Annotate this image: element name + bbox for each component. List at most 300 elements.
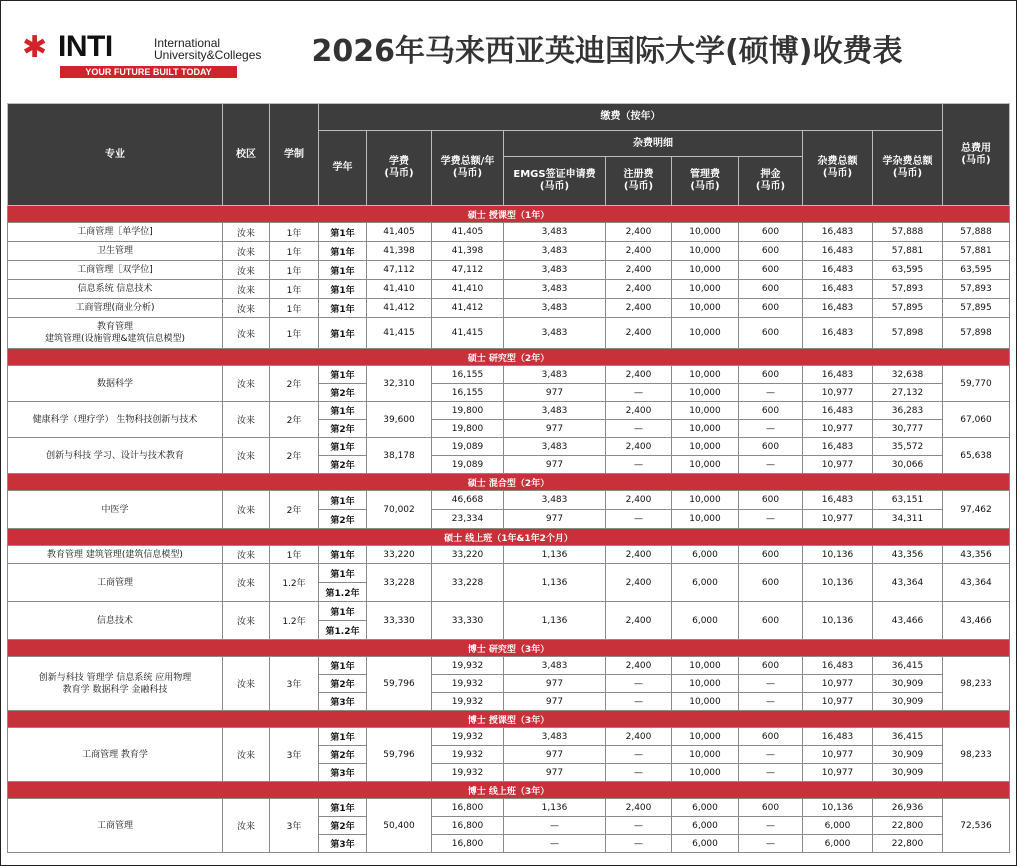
logo-subtitle: International University&Colleges xyxy=(154,36,262,62)
campus-cell: 汝来 xyxy=(223,799,270,853)
misc-total-cell: 16,483 xyxy=(803,728,873,746)
deposit-cell: 600 xyxy=(739,242,803,261)
grand-total-cell: 43,364 xyxy=(943,564,1010,602)
header-management: 管理费 (马币) xyxy=(672,157,739,206)
grand-total-cell: 57,893 xyxy=(943,280,1010,299)
tuition-cell: 33,228 xyxy=(367,564,432,602)
duration-cell: 1年 xyxy=(270,299,319,318)
management-cell: 10,000 xyxy=(672,366,739,384)
deposit-cell: — xyxy=(739,510,803,529)
misc-total-cell: 10,136 xyxy=(803,799,873,817)
registration-cell: — xyxy=(606,693,672,711)
misc-total-cell: 10,977 xyxy=(803,693,873,711)
table-row xyxy=(8,602,1010,621)
grand-total-cell: 65,638 xyxy=(943,438,1010,474)
emgs-cell: 3,483 xyxy=(504,299,606,318)
year-cell: 第1.2年 xyxy=(319,621,367,640)
registration-cell: — xyxy=(606,675,672,693)
major-cell: 工商管理 教育学 xyxy=(8,728,223,782)
tuition-total-cell: 46,668 xyxy=(432,491,504,510)
emgs-cell: 977 xyxy=(504,384,606,402)
management-cell: 10,000 xyxy=(672,675,739,693)
emgs-cell: — xyxy=(504,835,606,853)
section-header-row xyxy=(8,474,1010,491)
tuition-total-cell: 16,800 xyxy=(432,799,504,817)
registration-cell: 2,400 xyxy=(606,657,672,675)
major-cell: 创新与科技 学习、设计与技术教育 xyxy=(8,438,223,474)
management-cell: 10,000 xyxy=(672,261,739,280)
management-cell: 10,000 xyxy=(672,402,739,420)
emgs-cell: 3,483 xyxy=(504,438,606,456)
header-major: 专业 xyxy=(8,104,223,206)
page-title: 2026年马来西亚英迪国际大学(硕博)收费表 xyxy=(311,34,903,69)
grand-total-cell: 57,895 xyxy=(943,299,1010,318)
campus-cell: 汝来 xyxy=(223,261,270,280)
tuition-total-cell: 16,155 xyxy=(432,384,504,402)
emgs-cell: 977 xyxy=(504,764,606,782)
starburst-icon: ✱ xyxy=(22,30,48,65)
year-cell: 第2年 xyxy=(319,675,367,693)
deposit-cell: — xyxy=(739,675,803,693)
section-title: 博士 线上班（3年） xyxy=(8,782,1010,799)
all-total-cell: 30,909 xyxy=(873,675,943,693)
all-total-cell: 32,638 xyxy=(873,366,943,384)
deposit-cell: 600 xyxy=(739,402,803,420)
all-total-cell: 30,777 xyxy=(873,420,943,438)
tuition-cell: 33,220 xyxy=(367,546,432,564)
section-header-row xyxy=(8,349,1010,366)
duration-cell: 1年 xyxy=(270,223,319,242)
campus-cell: 汝来 xyxy=(223,318,270,349)
table-row xyxy=(8,242,1010,261)
tuition-total-cell: 19,932 xyxy=(432,693,504,711)
header-tuition-total: 学费总额/年 (马币) xyxy=(432,131,504,206)
management-cell: 6,000 xyxy=(672,564,739,602)
registration-cell: 2,400 xyxy=(606,546,672,564)
duration-cell: 2年 xyxy=(270,402,319,438)
deposit-cell: — xyxy=(739,693,803,711)
deposit-cell: — xyxy=(739,420,803,438)
table-row xyxy=(8,491,1010,510)
deposit-cell: 600 xyxy=(739,366,803,384)
grand-total-cell: 97,462 xyxy=(943,491,1010,529)
registration-cell: — xyxy=(606,456,672,474)
grand-total-cell: 43,356 xyxy=(943,546,1010,564)
year-cell: 第1年 xyxy=(319,223,367,242)
misc-total-cell: 16,483 xyxy=(803,402,873,420)
management-cell: 10,000 xyxy=(672,746,739,764)
section-header-row xyxy=(8,782,1010,799)
tuition-total-cell: 19,932 xyxy=(432,728,504,746)
emgs-cell: 1,136 xyxy=(504,564,606,602)
all-total-cell: 57,898 xyxy=(873,318,943,349)
misc-total-cell: 10,977 xyxy=(803,420,873,438)
emgs-cell: 3,483 xyxy=(504,402,606,420)
table-row xyxy=(8,402,1010,420)
section-header-row xyxy=(8,206,1010,223)
campus-cell: 汝来 xyxy=(223,564,270,602)
year-cell: 第1年 xyxy=(319,564,367,583)
year-cell: 第1年 xyxy=(319,602,367,621)
emgs-cell: 1,136 xyxy=(504,602,606,640)
registration-cell: 2,400 xyxy=(606,491,672,510)
year-cell: 第2年 xyxy=(319,817,367,835)
year-cell: 第1年 xyxy=(319,438,367,456)
deposit-cell: — xyxy=(739,817,803,835)
emgs-cell: 3,483 xyxy=(504,657,606,675)
tuition-cell: 41,410 xyxy=(367,280,432,299)
duration-cell: 1年 xyxy=(270,546,319,564)
tuition-total-cell: 19,089 xyxy=(432,456,504,474)
tuition-total-cell: 23,334 xyxy=(432,510,504,529)
management-cell: 10,000 xyxy=(672,657,739,675)
all-total-cell: 63,595 xyxy=(873,261,943,280)
year-cell: 第1年 xyxy=(319,546,367,564)
table-row xyxy=(8,799,1010,817)
all-total-cell: 36,415 xyxy=(873,657,943,675)
all-total-cell: 36,283 xyxy=(873,402,943,420)
year-cell: 第1年 xyxy=(319,261,367,280)
registration-cell: 2,400 xyxy=(606,728,672,746)
header-registration: 注册费 (马币) xyxy=(606,157,672,206)
header-deposit: 押金 (马币) xyxy=(739,157,803,206)
tuition-total-cell: 41,405 xyxy=(432,223,504,242)
management-cell: 10,000 xyxy=(672,693,739,711)
registration-cell: 2,400 xyxy=(606,223,672,242)
tuition-cell: 59,796 xyxy=(367,728,432,782)
tuition-total-cell: 33,220 xyxy=(432,546,504,564)
year-cell: 第1年 xyxy=(319,242,367,261)
emgs-cell: 3,483 xyxy=(504,280,606,299)
all-total-cell: 30,909 xyxy=(873,693,943,711)
fee-table xyxy=(7,103,1010,853)
deposit-cell: 600 xyxy=(739,318,803,349)
deposit-cell: — xyxy=(739,835,803,853)
table-row xyxy=(8,438,1010,456)
tuition-total-cell: 41,410 xyxy=(432,280,504,299)
year-cell: 第1年 xyxy=(319,491,367,510)
registration-cell: — xyxy=(606,384,672,402)
header-misc-detail: 杂费明细 xyxy=(504,131,803,157)
deposit-cell: 600 xyxy=(739,564,803,602)
registration-cell: 2,400 xyxy=(606,299,672,318)
management-cell: 10,000 xyxy=(672,728,739,746)
misc-total-cell: 10,977 xyxy=(803,510,873,529)
misc-total-cell: 16,483 xyxy=(803,299,873,318)
table-row xyxy=(8,366,1010,384)
year-cell: 第1年 xyxy=(319,318,367,349)
tuition-total-cell: 19,932 xyxy=(432,675,504,693)
management-cell: 10,000 xyxy=(672,420,739,438)
tuition-cell: 59,796 xyxy=(367,657,432,711)
grand-total-cell: 98,233 xyxy=(943,657,1010,711)
major-cell: 数据科学 xyxy=(8,366,223,402)
grand-total-cell: 59,770 xyxy=(943,366,1010,402)
misc-total-cell: 6,000 xyxy=(803,835,873,853)
header-misc-total: 杂费总额 (马币) xyxy=(803,131,873,206)
header-emgs: EMGS签证申请费 (马币) xyxy=(504,157,606,206)
misc-total-cell: 10,977 xyxy=(803,746,873,764)
campus-cell: 汝来 xyxy=(223,438,270,474)
section-header-row xyxy=(8,529,1010,546)
all-total-cell: 27,132 xyxy=(873,384,943,402)
tuition-cell: 70,002 xyxy=(367,491,432,529)
inti-logo xyxy=(20,30,262,82)
duration-cell: 2年 xyxy=(270,491,319,529)
header-grand-total: 总费用 (马币) xyxy=(943,104,1010,206)
management-cell: 6,000 xyxy=(672,835,739,853)
tuition-total-cell: 19,932 xyxy=(432,657,504,675)
emgs-cell: 3,483 xyxy=(504,728,606,746)
all-total-cell: 30,066 xyxy=(873,456,943,474)
major-cell: 工商管理 xyxy=(8,799,223,853)
emgs-cell: 3,483 xyxy=(504,242,606,261)
deposit-cell: 600 xyxy=(739,799,803,817)
tuition-cell: 39,600 xyxy=(367,402,432,438)
year-cell: 第1年 xyxy=(319,657,367,675)
registration-cell: — xyxy=(606,817,672,835)
duration-cell: 1.2年 xyxy=(270,602,319,640)
tuition-total-cell: 41,398 xyxy=(432,242,504,261)
management-cell: 10,000 xyxy=(672,242,739,261)
logo-wordmark: INTI xyxy=(58,30,113,63)
tuition-cell: 38,178 xyxy=(367,438,432,474)
emgs-cell: 1,136 xyxy=(504,546,606,564)
deposit-cell: 600 xyxy=(739,280,803,299)
year-cell: 第1年 xyxy=(319,728,367,746)
duration-cell: 3年 xyxy=(270,657,319,711)
management-cell: 10,000 xyxy=(672,764,739,782)
misc-total-cell: 16,483 xyxy=(803,261,873,280)
fee-table-body xyxy=(8,206,1010,853)
year-cell: 第2年 xyxy=(319,384,367,402)
major-cell: 教育管理 建筑管理(建筑信息模型) xyxy=(8,546,223,564)
all-total-cell: 43,466 xyxy=(873,602,943,640)
grand-total-cell: 57,881 xyxy=(943,242,1010,261)
table-row xyxy=(8,280,1010,299)
management-cell: 10,000 xyxy=(672,280,739,299)
header-tuition: 学费 (马币) xyxy=(367,131,432,206)
management-cell: 10,000 xyxy=(672,318,739,349)
deposit-cell: 600 xyxy=(739,546,803,564)
section-header-row xyxy=(8,640,1010,657)
registration-cell: 2,400 xyxy=(606,564,672,602)
section-title: 硕士 授课型（1年） xyxy=(8,206,1010,223)
misc-total-cell: 10,977 xyxy=(803,764,873,782)
emgs-cell: — xyxy=(504,817,606,835)
duration-cell: 1.2年 xyxy=(270,564,319,602)
misc-total-cell: 16,483 xyxy=(803,438,873,456)
year-cell: 第1年 xyxy=(319,280,367,299)
misc-total-cell: 16,483 xyxy=(803,223,873,242)
emgs-cell: 977 xyxy=(504,746,606,764)
tuition-cell: 33,330 xyxy=(367,602,432,640)
table-row xyxy=(8,261,1010,280)
campus-cell: 汝来 xyxy=(223,223,270,242)
major-cell: 创新与科技 管理学 信息系统 应用物理 教育学 数据科学 金融科技 xyxy=(8,657,223,711)
misc-total-cell: 16,483 xyxy=(803,491,873,510)
duration-cell: 1年 xyxy=(270,318,319,349)
table-row xyxy=(8,564,1010,583)
year-cell: 第3年 xyxy=(319,693,367,711)
year-cell: 第3年 xyxy=(319,835,367,853)
misc-total-cell: 10,977 xyxy=(803,384,873,402)
misc-total-cell: 10,136 xyxy=(803,564,873,602)
major-cell: 工商管理［双学位] xyxy=(8,261,223,280)
emgs-cell: 3,483 xyxy=(504,261,606,280)
campus-cell: 汝来 xyxy=(223,402,270,438)
deposit-cell: — xyxy=(739,764,803,782)
management-cell: 10,000 xyxy=(672,384,739,402)
misc-total-cell: 10,136 xyxy=(803,546,873,564)
duration-cell: 2年 xyxy=(270,366,319,402)
tuition-total-cell: 19,800 xyxy=(432,420,504,438)
emgs-cell: 3,483 xyxy=(504,223,606,242)
all-total-cell: 34,311 xyxy=(873,510,943,529)
registration-cell: 2,400 xyxy=(606,402,672,420)
management-cell: 6,000 xyxy=(672,817,739,835)
registration-cell: 2,400 xyxy=(606,602,672,640)
tuition-cell: 47,112 xyxy=(367,261,432,280)
tuition-total-cell: 19,932 xyxy=(432,764,504,782)
all-total-cell: 30,909 xyxy=(873,764,943,782)
tuition-total-cell: 41,415 xyxy=(432,318,504,349)
deposit-cell: — xyxy=(739,384,803,402)
grand-total-cell: 43,466 xyxy=(943,602,1010,640)
tuition-cell: 32,310 xyxy=(367,366,432,402)
misc-total-cell: 10,136 xyxy=(803,602,873,640)
grand-total-cell: 57,888 xyxy=(943,223,1010,242)
header-fees-group: 缴费（按年） xyxy=(319,104,943,131)
registration-cell: — xyxy=(606,764,672,782)
table-row xyxy=(8,728,1010,746)
header-year: 学年 xyxy=(319,131,367,206)
logo-tagline: YOUR FUTURE BUILT TODAY xyxy=(60,66,237,78)
table-row xyxy=(8,223,1010,242)
header xyxy=(0,0,1017,103)
duration-cell: 2年 xyxy=(270,438,319,474)
duration-cell: 1年 xyxy=(270,242,319,261)
table-row xyxy=(8,657,1010,675)
table-row xyxy=(8,546,1010,564)
section-title: 硕士 线上班（1年&1年2个月） xyxy=(8,529,1010,546)
emgs-cell: 977 xyxy=(504,510,606,529)
misc-total-cell: 16,483 xyxy=(803,657,873,675)
tuition-total-cell: 16,155 xyxy=(432,366,504,384)
section-title: 博士 授课型（3年） xyxy=(8,711,1010,728)
major-cell: 工商管理(商业分析) xyxy=(8,299,223,318)
registration-cell: 2,400 xyxy=(606,366,672,384)
registration-cell: — xyxy=(606,510,672,529)
tuition-total-cell: 33,330 xyxy=(432,602,504,640)
major-cell: 教育管理 建筑管理(设施管理&建筑信息模型) xyxy=(8,318,223,349)
major-cell: 卫生管理 xyxy=(8,242,223,261)
tuition-cell: 41,405 xyxy=(367,223,432,242)
registration-cell: 2,400 xyxy=(606,280,672,299)
campus-cell: 汝来 xyxy=(223,491,270,529)
tuition-cell: 41,398 xyxy=(367,242,432,261)
all-total-cell: 57,888 xyxy=(873,223,943,242)
deposit-cell: 600 xyxy=(739,657,803,675)
deposit-cell: 600 xyxy=(739,728,803,746)
tuition-cell: 41,412 xyxy=(367,299,432,318)
year-cell: 第1年 xyxy=(319,299,367,318)
all-total-cell: 26,936 xyxy=(873,799,943,817)
emgs-cell: 3,483 xyxy=(504,318,606,349)
deposit-cell: 600 xyxy=(739,438,803,456)
management-cell: 6,000 xyxy=(672,799,739,817)
campus-cell: 汝来 xyxy=(223,242,270,261)
year-cell: 第1年 xyxy=(319,402,367,420)
emgs-cell: 977 xyxy=(504,456,606,474)
duration-cell: 3年 xyxy=(270,728,319,782)
year-cell: 第3年 xyxy=(319,764,367,782)
management-cell: 10,000 xyxy=(672,438,739,456)
header-duration: 学制 xyxy=(270,104,319,206)
tuition-cell: 41,415 xyxy=(367,318,432,349)
all-total-cell: 57,895 xyxy=(873,299,943,318)
duration-cell: 1年 xyxy=(270,280,319,299)
all-total-cell: 22,800 xyxy=(873,817,943,835)
management-cell: 10,000 xyxy=(672,456,739,474)
registration-cell: 2,400 xyxy=(606,438,672,456)
management-cell: 6,000 xyxy=(672,602,739,640)
grand-total-cell: 98,233 xyxy=(943,728,1010,782)
emgs-cell: 977 xyxy=(504,420,606,438)
misc-total-cell: 16,483 xyxy=(803,318,873,349)
section-title: 硕士 混合型（2年） xyxy=(8,474,1010,491)
grand-total-cell: 72,536 xyxy=(943,799,1010,853)
deposit-cell: 600 xyxy=(739,299,803,318)
grand-total-cell: 57,898 xyxy=(943,318,1010,349)
grand-total-cell: 63,595 xyxy=(943,261,1010,280)
table-row xyxy=(8,318,1010,349)
deposit-cell: 600 xyxy=(739,223,803,242)
deposit-cell: 600 xyxy=(739,261,803,280)
grand-total-cell: 67,060 xyxy=(943,402,1010,438)
all-total-cell: 57,881 xyxy=(873,242,943,261)
duration-cell: 3年 xyxy=(270,799,319,853)
deposit-cell: — xyxy=(739,456,803,474)
year-cell: 第1.2年 xyxy=(319,583,367,602)
campus-cell: 汝来 xyxy=(223,657,270,711)
all-total-cell: 30,909 xyxy=(873,746,943,764)
duration-cell: 1年 xyxy=(270,261,319,280)
major-cell: 工商管理［单学位] xyxy=(8,223,223,242)
emgs-cell: 3,483 xyxy=(504,491,606,510)
table-row xyxy=(8,299,1010,318)
registration-cell: — xyxy=(606,420,672,438)
all-total-cell: 22,800 xyxy=(873,835,943,853)
all-total-cell: 57,893 xyxy=(873,280,943,299)
management-cell: 10,000 xyxy=(672,223,739,242)
year-cell: 第2年 xyxy=(319,746,367,764)
emgs-cell: 3,483 xyxy=(504,366,606,384)
all-total-cell: 43,356 xyxy=(873,546,943,564)
registration-cell: 2,400 xyxy=(606,799,672,817)
misc-total-cell: 16,483 xyxy=(803,242,873,261)
campus-cell: 汝来 xyxy=(223,299,270,318)
deposit-cell: 600 xyxy=(739,602,803,640)
all-total-cell: 63,151 xyxy=(873,491,943,510)
management-cell: 10,000 xyxy=(672,299,739,318)
all-total-cell: 36,415 xyxy=(873,728,943,746)
emgs-cell: 1,136 xyxy=(504,799,606,817)
management-cell: 10,000 xyxy=(672,510,739,529)
tuition-total-cell: 33,228 xyxy=(432,564,504,602)
major-cell: 健康科学（理疗学） 生物科技创新与技术 xyxy=(8,402,223,438)
misc-total-cell: 16,483 xyxy=(803,280,873,299)
